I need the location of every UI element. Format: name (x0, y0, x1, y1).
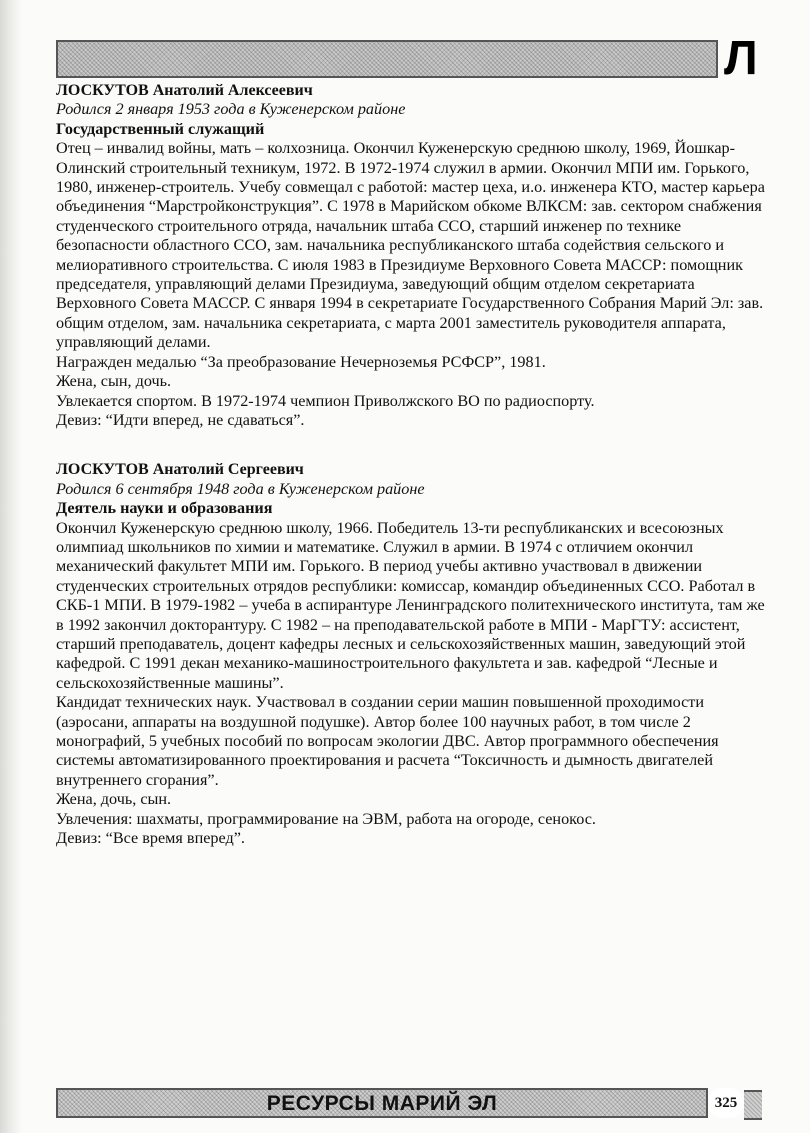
entry-birth: Родился 2 января 1953 года в Куженерском районе (56, 100, 406, 119)
footer-title: РЕСУРСЫ МАРИЙ ЭЛ (266, 1092, 498, 1115)
entry-paragraph: Увлекается спортом. В 1972-1974 чемпион Приволжского ВО по радиоспорту. (56, 391, 595, 410)
entry-birth: Родился 6 сентября 1948 года в Куженерском районе (56, 479, 425, 498)
entry-paragraph: Кандидат технических наук. Участвовал в создании серии машин повышенной проходимости (аэросани, аппараты на воздушной подушке). Автор более 100 научных работ, в том числе 2 монографий, 5 учебных пособий по вопросам экологии ДВС. Автор программного обеспечения системы автоматизированного проектирования и расчета “Токсичность и дымность двигателей внутреннего сгорания”. (56, 693, 719, 789)
entry-paragraph: Жена, дочь, сын. (56, 790, 172, 809)
entry-paragraph: Девиз: “Все время вперед”. (56, 829, 245, 848)
entry-divider-space (56, 430, 768, 460)
entry-role: Государственный служащий (56, 119, 265, 138)
biography-entry-2 (56, 460, 768, 848)
entry-name: ЛОСКУТОВ Анатолий Алексеевич (56, 82, 313, 99)
footer-band (56, 1088, 708, 1118)
footer-band-tail (744, 1090, 762, 1120)
entry-name: ЛОСКУТОВ Анатолий Сергеевич (56, 461, 304, 479)
entry-paragraph: Окончил Куженерскую среднюю школу, 1966. Победитель 13-ти республиканских и всесоюзных олимпиад школьников по химии и математике. Служил в армии. В 1974 с отличием окончил механический факультет МПИ им. Горького. В период учебы активно участвовал в движении студенческих строительных отрядов республики: комиссар, командир объединенных ССО. Работал в СКБ-1 МПИ. В 1979-1982 – учеба в аспирантуре Ленинградского политехнического института, там же в 1992 закончил докторантуру. С 1982 – на преподавательской работе в МПИ - МарГТУ: ассистент, старший преподаватель, доцент кафедры лесных и сельскохозяйственных машин, заведующий этой кафедрой. С 1991 декан механико-машиностроительного факультета и зав. кафедрой “Лесные и сельскохозяйственные машины”. (56, 518, 765, 692)
entry-paragraph: Девиз: “Идти вперед, не сдаваться”. (56, 410, 305, 429)
page-number: 325 (708, 1088, 744, 1118)
entry-paragraph: Жена, сын, дочь. (56, 372, 172, 391)
entry-role: Деятель науки и образования (56, 499, 273, 518)
scan-edge-shadow (0, 0, 22, 1133)
biography-entry-1 (56, 81, 768, 430)
entry-paragraph: Увлечения: шахматы, программирование на ЭВМ, работа на огороде, сенокос. (56, 809, 596, 828)
entry-paragraph: Награжден медалью “За преобразование Нечерноземья РСФСР”, 1981. (56, 352, 546, 371)
header-band (56, 40, 718, 78)
section-letter: Л (724, 32, 758, 85)
page-content (56, 81, 768, 848)
entry-paragraph: Отец – инвалид войны, мать – колхозница. Окончил Куженерскую среднюю школу, 1969, Йошкар-Олинский строительный техникум, 1972. В 1972-1974 служил в армии. Окончил МПИ им. Горького, 1980, инженер-строитель. Учебу совмещал с работой: мастер цеха, и.о. инженера КТО, мастер карьера объединения “Марстройконструкция”. С 1978 в Марийском обкоме ВЛКСМ: зав. сектором снабжения студенческого строительного отряда, начальник штаба ССО, старший инженер по технике безопасности областного ССО, зам. начальника республиканского штаба содействия сельского и мелиоративного строительства. С июля 1983 в Президиуме Верховного Совета МАССР: помощник председателя, управляющий делами Президиума, заведующий общим отделом секретариата Верховного Совета МАССР. С января 1994 в секретариате Государственного Собрания Марий Эл: зав. общим отделом, зам. начальника секретариата, с марта 2001 заместитель руководителя аппарата, управляющий делами. (56, 139, 765, 352)
